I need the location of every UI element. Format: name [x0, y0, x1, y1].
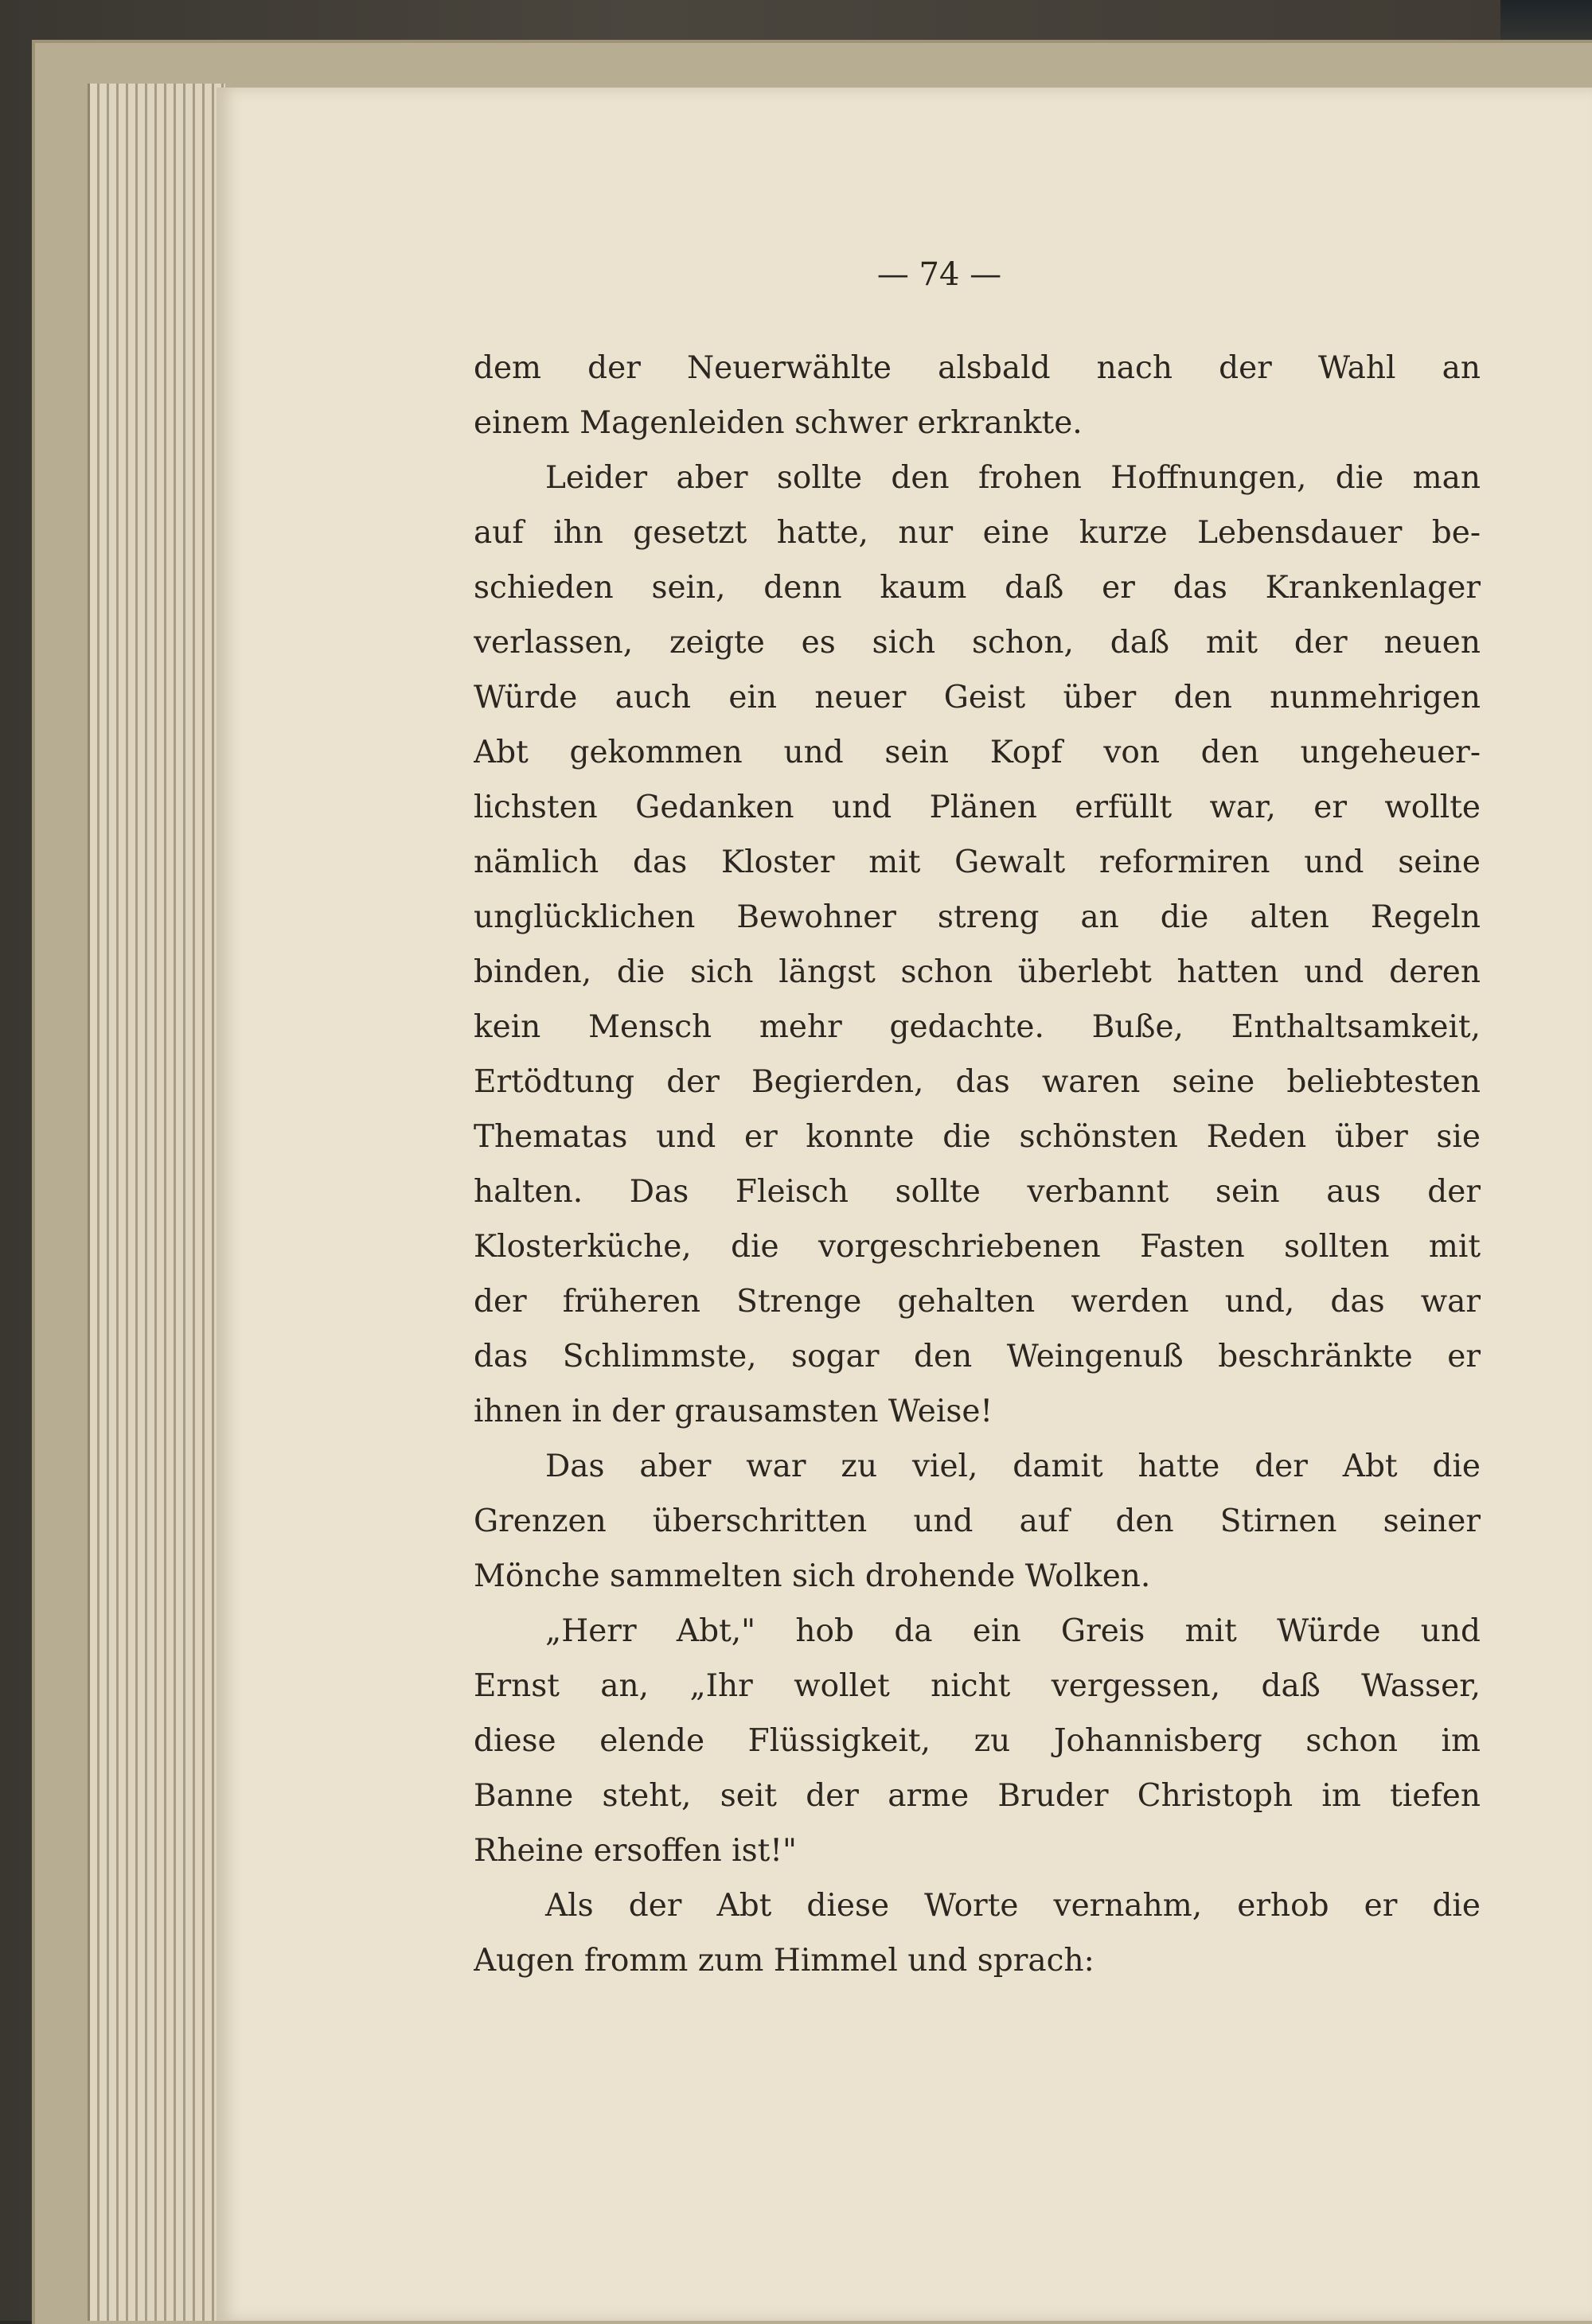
text-line: halten. Das Fleisch sollte verbannt sein aus der: [474, 1174, 1481, 1210]
text-line: ihnen in der grausamsten Weise!: [474, 1394, 993, 1429]
text-line: Würde auch ein neuer Geist über den nunmehrigen: [474, 680, 1481, 716]
text-line: Leider aber sollte den frohen Hoffnungen, die man: [545, 460, 1481, 496]
text-line: Rheine ersoffen ist!": [474, 1833, 797, 1869]
text-line: Thematas und er konnte die schönsten Reden über sie: [474, 1119, 1481, 1155]
text-line: Ertödtung der Begierden, das waren seine beliebtesten: [474, 1064, 1481, 1100]
text-line: lichsten Gedanken und Plänen erfüllt war, er wollte: [474, 790, 1481, 825]
text-line: Mönche sammelten sich drohende Wolken.: [474, 1558, 1151, 1594]
text-line: „Herr Abt," hob da ein Greis mit Würde und: [545, 1613, 1481, 1649]
text-line: Abt gekommen und sein Kopf von den ungeheuer-: [474, 735, 1481, 770]
text-line: kein Mensch mehr gedachte. Buße, Enthaltsamkeit,: [474, 1009, 1481, 1045]
text-line: Grenzen überschritten und auf den Stirnen seiner: [474, 1503, 1481, 1539]
text-line: nämlich das Kloster mit Gewalt reformiren und seine: [474, 844, 1481, 880]
text-line: Klosterküche, die vorgeschriebenen Fasten sollten mit: [474, 1229, 1481, 1265]
text-line: Ernst an, „Ihr wollet nicht vergessen, daß Wasser,: [474, 1668, 1481, 1704]
text-line: Augen fromm zum Himmel und sprach:: [474, 1943, 1094, 1979]
text-line: auf ihn gesetzt hatte, nur eine kurze Lebensdauer be-: [474, 515, 1481, 551]
text-line: Als der Abt diese Worte vernahm, erhob er die: [545, 1888, 1481, 1924]
text-line: Das aber war zu viel, damit hatte der Abt die: [545, 1449, 1481, 1484]
text-line: diese elende Flüssigkeit, zu Johannisberg schon im: [474, 1723, 1481, 1759]
text-line: schieden sein, denn kaum daß er das Krankenlager: [474, 570, 1481, 606]
text-line: das Schlimmste, sogar den Weingenuß beschränkte er: [474, 1339, 1481, 1375]
page-edges: [88, 84, 225, 2321]
text-line: binden, die sich längst schon überlebt hatten und deren: [474, 954, 1481, 990]
text-line: unglücklichen Bewohner streng an die alten Regeln: [474, 899, 1481, 935]
text-line: der früheren Strenge gehalten werden und, das war: [474, 1284, 1481, 1320]
text-line: verlassen, zeigte es sich schon, daß mit der neuen: [474, 625, 1481, 661]
page-number: — 74 —: [876, 256, 1002, 293]
body-text: [474, 341, 1481, 1988]
text-line: Banne steht, seit der arme Bruder Christoph im tiefen: [474, 1778, 1481, 1814]
text-line: einem Magenleiden schwer erkrankte.: [474, 405, 1083, 441]
text-line: dem der Neuerwählte alsbald nach der Wahl an: [474, 350, 1481, 386]
